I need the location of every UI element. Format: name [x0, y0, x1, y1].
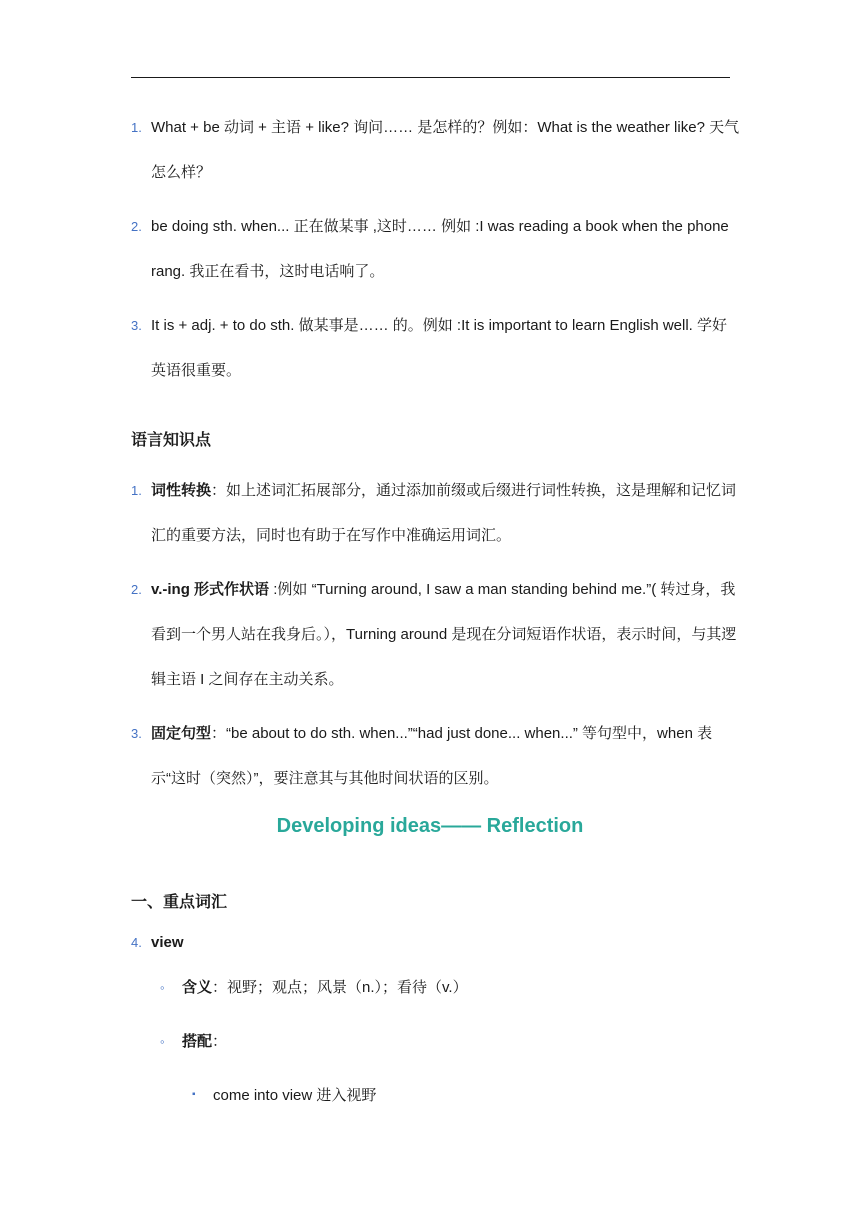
- list-text: :例如 “Turning around, I saw a man standing behind me.”( 转过身，我看到一个男人站在我身后。），Turning around 是现在分词短语作状语，表示时间，与其逻辑主语 I 之间存在主动关系。: [151, 581, 737, 688]
- list-item: [131, 303, 741, 393]
- header-rule: [131, 77, 730, 78]
- list-item: [131, 105, 741, 195]
- list-text: ：如上述词汇拓展部分，通过添加前缀或后缀进行词性转换，这是理解和记忆词汇的重要方法，同时也有助于在写作中准确运用词汇。: [151, 482, 737, 544]
- list-number: 3.: [131, 318, 142, 333]
- collocation-phrase: come into view 进入视野: [213, 1087, 377, 1104]
- list-number: 1.: [131, 483, 142, 498]
- list-number: 1.: [131, 120, 142, 135]
- list-item: [131, 920, 741, 965]
- list-text: be doing sth. when... 正在做某事 ,这时…… 例如 :I was reading a book when the phone rang. 我正在看书，这时电话响了。: [151, 218, 729, 280]
- vocab-word: view: [151, 934, 184, 951]
- hollow-bullet-icon: ◦: [160, 980, 165, 995]
- list-item: [131, 567, 741, 702]
- developing-ideas-title: Developing ideas—— Reflection: [276, 815, 584, 837]
- list-item: [131, 711, 741, 801]
- square-bullet-icon: ▪: [192, 1089, 196, 1100]
- list-text: ：“be about to do sth. when...”“had just done... when...” 等句型中，when 表示“这时（突然）”，要注意其与其他时间状语的区别。: [151, 725, 713, 787]
- term: v.-ing 形式作状语: [151, 581, 270, 598]
- list-text: What + be 动词 + 主语 + like? 询问…… 是怎样的？例如：What is the weather like? 天气怎么样？: [151, 119, 740, 181]
- collocation-label: 搭配: [182, 1033, 213, 1050]
- list-number: 3.: [131, 726, 142, 741]
- list-number: 2.: [131, 219, 142, 234]
- list-item: [131, 468, 741, 558]
- language-points-list: [131, 468, 741, 801]
- list-item: [131, 204, 741, 294]
- list-number: 2.: [131, 582, 142, 597]
- meaning-label: 含义: [182, 979, 213, 996]
- list-text: It is + adj. + to do sth. 做某事是…… 的。例如 :It is important to learn English well. 学好英语很重要。: [151, 317, 728, 379]
- vocab-list: [131, 920, 741, 965]
- list-number: 4.: [131, 935, 142, 950]
- section-heading-language-points: 语言知识点: [131, 432, 212, 449]
- meaning-text: ：视野；观点；风景（n.）；看待（v.）: [212, 979, 468, 996]
- hollow-bullet-icon: ◦: [160, 1034, 165, 1049]
- section-heading-key-vocab: 一、重点词汇: [131, 894, 228, 911]
- collocation-text: ：: [212, 1033, 228, 1050]
- term: 固定句型: [151, 725, 212, 742]
- term: 词性转换: [151, 482, 212, 499]
- grammar-list: [131, 105, 741, 393]
